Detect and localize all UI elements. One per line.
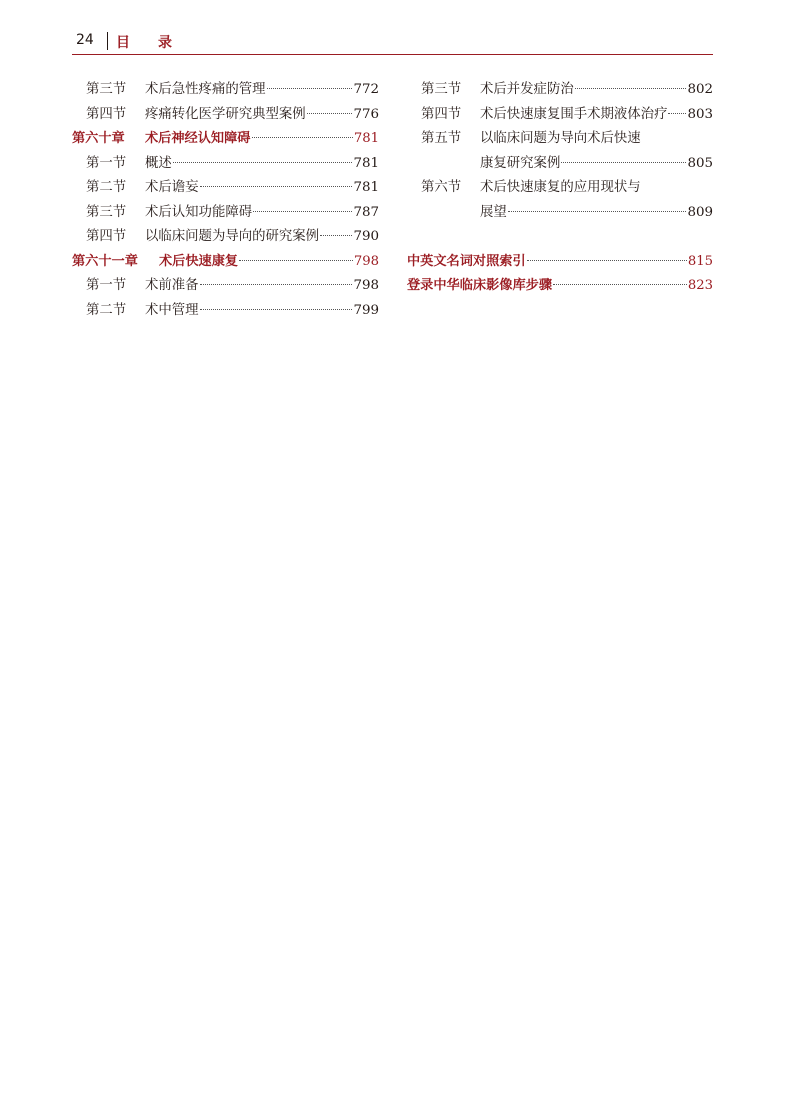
leader-dots [200, 309, 353, 310]
toc-entry-page: 803 [687, 106, 713, 122]
leader-dots [200, 284, 353, 285]
toc-entry-title: 术前准备 [145, 278, 199, 293]
toc-entry[interactable] [72, 225, 379, 250]
toc-entry-title: 术后急性疼痛的管理 [145, 82, 266, 97]
toc-appendix-index[interactable] [407, 250, 713, 275]
toc-entry-label: 第四节 [86, 229, 127, 244]
toc-appendix-page: 815 [687, 253, 713, 269]
toc-entry-label: 第五节 [421, 131, 462, 146]
toc-entry-label: 第三节 [86, 204, 127, 220]
toc-entry-page: 776 [353, 106, 379, 122]
toc-entry-label: 第四节 [421, 106, 462, 122]
toc-chapter[interactable] [72, 127, 379, 152]
header-divider [107, 32, 108, 50]
toc-chapter-page: 781 [353, 131, 379, 146]
toc-entry-label: 第二节 [86, 302, 127, 318]
toc-entry-page: 802 [687, 82, 713, 97]
toc-entry-continuation[interactable] [407, 201, 713, 226]
leader-dots [252, 137, 353, 138]
toc-entry-label: 第一节 [86, 278, 127, 293]
page-header [72, 30, 713, 54]
toc-entry-page: 772 [353, 82, 379, 97]
toc-entry-page: 781 [353, 180, 379, 195]
toc-entry-page: 805 [687, 155, 713, 171]
toc-entry[interactable] [72, 201, 379, 226]
toc-chapter-label: 第六十一章 [72, 253, 138, 269]
leader-dots [253, 211, 352, 212]
toc-appendix-title: 登录中华临床影像库步骤 [407, 278, 553, 293]
toc-entry-label: 第三节 [86, 82, 127, 97]
toc-entry[interactable] [72, 274, 379, 299]
toc-entry-label: 第六节 [421, 180, 462, 195]
toc-entry[interactable] [407, 127, 713, 152]
toc-chapter[interactable] [72, 250, 379, 275]
toc-entry-title: 术后并发症防治 [480, 82, 574, 97]
leader-dots [575, 88, 687, 89]
toc-entry[interactable] [72, 103, 379, 128]
toc-entry-title: 疼痛转化医学研究典型案例 [145, 106, 306, 122]
toc-entry-label: 第二节 [86, 180, 127, 195]
toc-entry-label: 第三节 [421, 82, 462, 97]
leader-dots [200, 186, 353, 187]
toc-entry-title: 术中管理 [145, 302, 199, 318]
toc-entry-title: 术后认知功能障碍 [145, 204, 253, 220]
toc-entry-continuation[interactable] [407, 152, 713, 177]
toc-entry-page: 799 [353, 302, 379, 318]
toc-entry-label: 第一节 [86, 155, 127, 171]
leader-dots [267, 88, 353, 89]
toc-left-column [72, 78, 379, 323]
toc-chapter-page: 798 [353, 253, 379, 269]
toc-chapter-label: 第六十章 [72, 131, 125, 146]
toc-chapter-title: 术后快速康复 [159, 253, 239, 269]
header-title: 目录 [116, 35, 200, 51]
toc-entry[interactable] [72, 152, 379, 177]
toc-appendix-login[interactable] [407, 274, 713, 299]
toc-appendix-title: 中英文名词对照索引 [407, 253, 526, 269]
toc-entry-title: 展望 [480, 204, 507, 220]
toc-entry[interactable] [407, 78, 713, 103]
leader-dots [553, 284, 687, 285]
header-rule [72, 54, 713, 55]
toc-chapter-title: 术后神经认知障碍 [145, 131, 251, 146]
toc-entry-title: 术后快速康复围手术期液体治疗 [480, 106, 668, 122]
toc-entry-title: 概述 [145, 155, 172, 171]
toc-right-column [407, 78, 713, 299]
toc-entry-page: 790 [353, 229, 379, 244]
toc-entry[interactable] [407, 103, 713, 128]
leader-dots [307, 113, 353, 114]
toc-entry[interactable] [72, 176, 379, 201]
leader-dots [527, 260, 687, 261]
leader-dots [320, 235, 352, 236]
toc-entry-page: 781 [353, 155, 379, 171]
toc-entry-label: 第四节 [86, 106, 127, 122]
toc-entry-title: 以临床问题为导向的研究案例 [145, 229, 320, 244]
leader-dots [508, 211, 687, 212]
leader-dots [173, 162, 353, 163]
toc-entry-page: 809 [687, 204, 713, 220]
leader-dots [668, 113, 686, 114]
leader-dots [239, 260, 353, 261]
toc-entry-page: 787 [353, 204, 379, 220]
leader-dots [561, 162, 686, 163]
toc-entry-page: 798 [353, 278, 379, 293]
toc-entry-title: 术后快速康复的应用现状与 [480, 180, 641, 195]
toc-entry[interactable] [72, 299, 379, 324]
page-number: 24 [76, 32, 94, 48]
toc-entry-title: 术后谵妄 [145, 180, 199, 195]
toc-entry-title: 康复研究案例 [480, 155, 561, 171]
toc-entry[interactable] [407, 176, 713, 201]
toc-entry-title: 以临床问题为导向术后快速 [480, 131, 641, 146]
toc-appendix-page: 823 [687, 278, 713, 293]
toc-entry[interactable] [72, 78, 379, 103]
